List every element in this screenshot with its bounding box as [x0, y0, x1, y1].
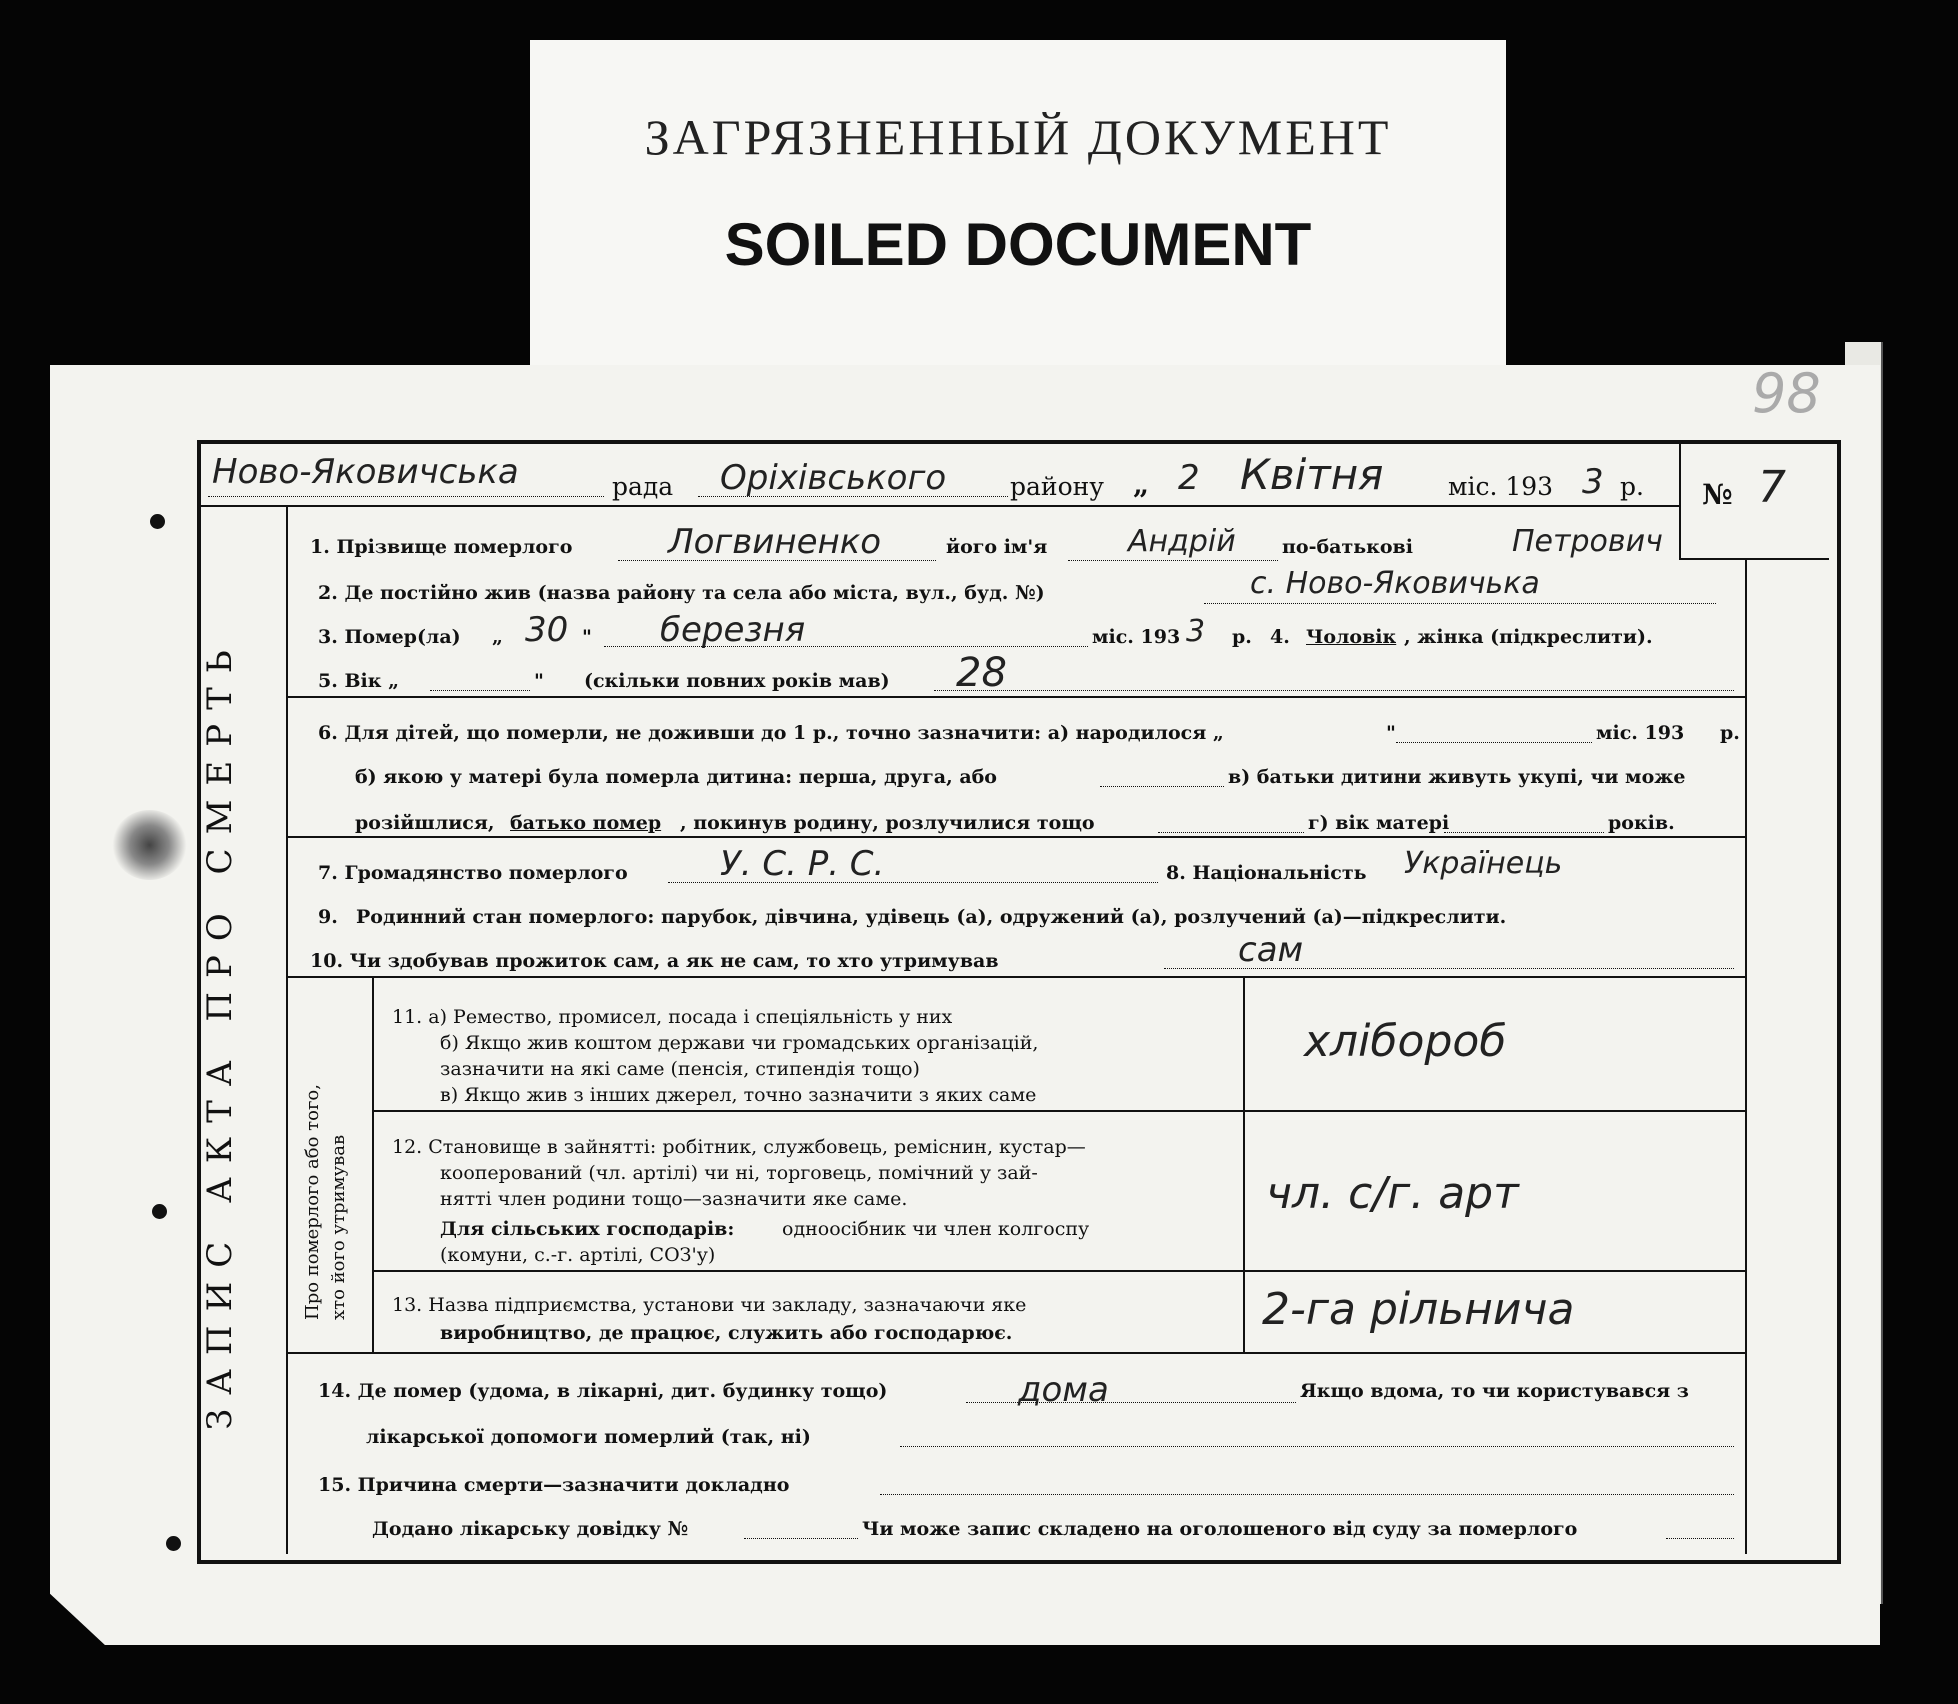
- row-divider: [372, 1110, 1745, 1112]
- field9-label: Родинний стан померлого: парубок, дівчина, удівець (а), одружений (а), розлучений (а)—підкреслити.: [356, 906, 1507, 928]
- month-suffix-label: міс. 193: [1448, 472, 1554, 501]
- field11-line: 11. а) Ремество, промисел, посада і спеціяльність у них: [392, 1006, 953, 1028]
- fill-line: [1444, 832, 1604, 833]
- name-handwritten: Андрій: [1128, 524, 1236, 559]
- day-handwritten: 2: [1178, 458, 1200, 498]
- name-label: його ім'я: [946, 536, 1048, 558]
- surname-handwritten: Логвиненко: [668, 522, 882, 562]
- field14-line2: лікарської допомоги померлий (так, ні): [366, 1426, 811, 1448]
- section-divider: [286, 836, 1745, 838]
- field3-quote-close: ": [582, 626, 592, 648]
- field6-line3e: років.: [1608, 812, 1675, 834]
- side-subtitle-line: хто його утримував: [328, 1134, 349, 1320]
- field6-father-died-underlined: батько помер: [510, 812, 662, 834]
- field12-bold-label: Для сільських господарів:: [440, 1218, 735, 1240]
- district-handwritten: Оріхівського: [720, 458, 947, 498]
- residence-handwritten: с. Ново-Яковичька: [1250, 566, 1540, 601]
- soiled-document-label: [530, 40, 1506, 368]
- fill-line: [1068, 560, 1278, 561]
- medical-certificate-label: Додано лікарську довідку №: [372, 1518, 689, 1540]
- label-russian-text: ЗАГРЯЗНЕННЫЙ ДОКУМЕНТ: [644, 109, 1392, 165]
- field12-tail: одноосібник чи член колгоспу: [782, 1218, 1090, 1240]
- self-supported-handwritten: сам: [1238, 930, 1304, 970]
- day-quote-open: „: [1133, 468, 1150, 501]
- field7-label: 7. Громадянство померлого: [318, 862, 628, 884]
- header-divider: [201, 505, 1679, 507]
- field4-label: 4.: [1270, 626, 1290, 648]
- record-number-handwritten: 7: [1758, 462, 1786, 513]
- field14-label: 14. Де помер (удома, в лікарні, дит. будинку тощо): [318, 1380, 888, 1402]
- fill-line: [934, 690, 1734, 691]
- field5-label: 5. Вік „: [318, 670, 399, 692]
- field15-label: 15. Причина смерти—зазначити докладно: [318, 1474, 790, 1496]
- death-year-label: міс. 193: [1092, 626, 1181, 648]
- side-subtitle-line: Про померлого або того,: [302, 1084, 323, 1320]
- field11-line: б) Якщо жив коштом держави чи громадських організацій,: [440, 1032, 1039, 1054]
- binder-hole: [152, 1204, 167, 1219]
- answer-column-border: [1243, 976, 1245, 1352]
- field6-line1-r: р.: [1720, 722, 1740, 744]
- field6-line3c: , покинув родину, розлучилися тощо: [680, 812, 1095, 834]
- fill-line: [966, 1402, 1296, 1403]
- raion-label: району: [1010, 472, 1104, 501]
- occupation-handwritten: хлібороб: [1304, 1016, 1507, 1067]
- field13-line: 13. Назва підприємства, установи чи закладу, зазначаючи яке: [392, 1294, 1027, 1316]
- fill-line: [430, 690, 530, 691]
- rada-label: рада: [612, 472, 674, 501]
- nationality-handwritten: Українець: [1404, 846, 1563, 881]
- binder-hole: [166, 1536, 181, 1551]
- council-handwritten: Ново-Яковичська: [212, 452, 519, 492]
- fill-line: [1204, 603, 1716, 604]
- citizenship-handwritten: У. С. Р. С.: [720, 844, 885, 884]
- field13-line: виробництво, де працює, служить або господарює.: [440, 1322, 1013, 1344]
- soil-stain: [112, 810, 187, 880]
- binder-hole: [150, 514, 165, 529]
- field9-number: 9.: [318, 906, 338, 928]
- fill-line: [1396, 742, 1592, 743]
- section-divider: [286, 976, 1745, 978]
- row-divider: [372, 1270, 1745, 1272]
- workplace-handwritten: 2-га рільнича: [1262, 1284, 1575, 1335]
- death-place-handwritten: дома: [1018, 1370, 1109, 1410]
- employment-status-handwritten: чл. с/г. арт: [1266, 1168, 1519, 1219]
- fill-line: [208, 496, 604, 497]
- death-day-handwritten: 30: [525, 610, 569, 650]
- fill-line: [1164, 968, 1734, 969]
- death-year-handwritten: 3: [1186, 614, 1206, 649]
- fill-line: [618, 560, 936, 561]
- death-year-suffix: р.: [1232, 626, 1252, 648]
- field11-line: в) Якщо жив з інших джерел, точно зазначити з яких саме: [440, 1084, 1037, 1106]
- year-suffix-label: р.: [1620, 472, 1644, 501]
- fill-line: [1158, 832, 1304, 833]
- number-label: №: [1702, 478, 1733, 511]
- sex-male-underlined: Чоловік: [1306, 626, 1397, 648]
- fill-line: [1100, 786, 1224, 787]
- year-digit-handwritten: 3: [1582, 462, 1604, 502]
- section-divider: [286, 1352, 1745, 1354]
- right-inner-border: [1745, 558, 1747, 1554]
- label-english-text: SOILED DOCUMENT: [724, 211, 1312, 278]
- fill-line: [900, 1446, 1734, 1447]
- patronymic-label: по-батькові: [1282, 536, 1413, 558]
- field14-tail: Якщо вдома, то чи користувався з: [1300, 1380, 1689, 1402]
- patronymic-handwritten: Петрович: [1512, 524, 1663, 559]
- field1-label: 1. Прізвище померлого: [310, 536, 573, 558]
- field6-line3a: розійшлися,: [355, 812, 495, 834]
- field6-line1-month: міс. 193: [1596, 722, 1685, 744]
- field12-line: кооперований (чл. артілі) чи ні, торговець, помічний у зай-: [440, 1162, 1038, 1184]
- fill-line: [668, 882, 1158, 883]
- field12-last: (комуни, с.-г. артілі, СОЗ'у): [440, 1244, 716, 1266]
- field6-line3d: г) вік матері: [1308, 812, 1450, 834]
- side-subtitle-text: [300, 1084, 352, 1320]
- field5-quote-close: ": [534, 670, 544, 692]
- fill-line: [880, 1494, 1734, 1495]
- fill-line: [698, 496, 1008, 497]
- death-month-handwritten: березня: [660, 610, 806, 650]
- section-divider: [286, 696, 1745, 698]
- side-column-border: [286, 505, 288, 1554]
- field12-line: 12. Становище в зайнятті: робітник, службовець, реміснин, кустар—: [392, 1136, 1086, 1158]
- fill-line: [744, 1538, 858, 1539]
- field10-label: 10. Чи здобував прожиток сам, а як не сам, то хто утримував: [310, 950, 999, 972]
- field6-line1-quote: ": [1386, 722, 1396, 744]
- field8-label: 8. Національність: [1166, 862, 1367, 884]
- number-box-bottom-border: [1679, 558, 1829, 560]
- field3-quote-open: „: [492, 626, 503, 648]
- field6-line2a: б) якою у матері була померла дитина: перша, друга, або: [355, 766, 997, 788]
- fill-line: [604, 646, 1088, 647]
- field11-line: зазначити на які саме (пенсія, стипендія тощо): [440, 1058, 920, 1080]
- age-hint: (скільки повних років мав): [584, 670, 890, 692]
- field6-line2b: в) батьки дитини живуть укупі, чи може: [1228, 766, 1686, 788]
- age-handwritten: 28: [956, 650, 1007, 696]
- field12-line: нятті член родини тощо—зазначити яке саме.: [440, 1188, 908, 1210]
- side-title-text: ЗАПИС АКТА ПРО СМЕРТЬ: [200, 636, 240, 1430]
- fill-line: [1666, 1538, 1734, 1539]
- page-number-stamp: 98: [1752, 362, 1821, 425]
- field6-line1: 6. Для дітей, що померли, не доживши до 1 р., точно зазначити: а) народилося „: [318, 722, 1224, 744]
- court-declared-label: Чи може запис складено на оголошеного від суду за померлого: [862, 1518, 1578, 1540]
- sex-options-text: , жінка (підкреслити).: [1404, 626, 1653, 648]
- field3-label: 3. Помер(ла): [318, 626, 461, 648]
- field2-label: 2. Де постійно жив (назва району та села або міста, вул., буд. №): [318, 582, 1045, 604]
- number-box-left-border: [1679, 444, 1681, 560]
- month-handwritten: Квітня: [1240, 450, 1384, 499]
- subsection-column-border: [372, 976, 374, 1352]
